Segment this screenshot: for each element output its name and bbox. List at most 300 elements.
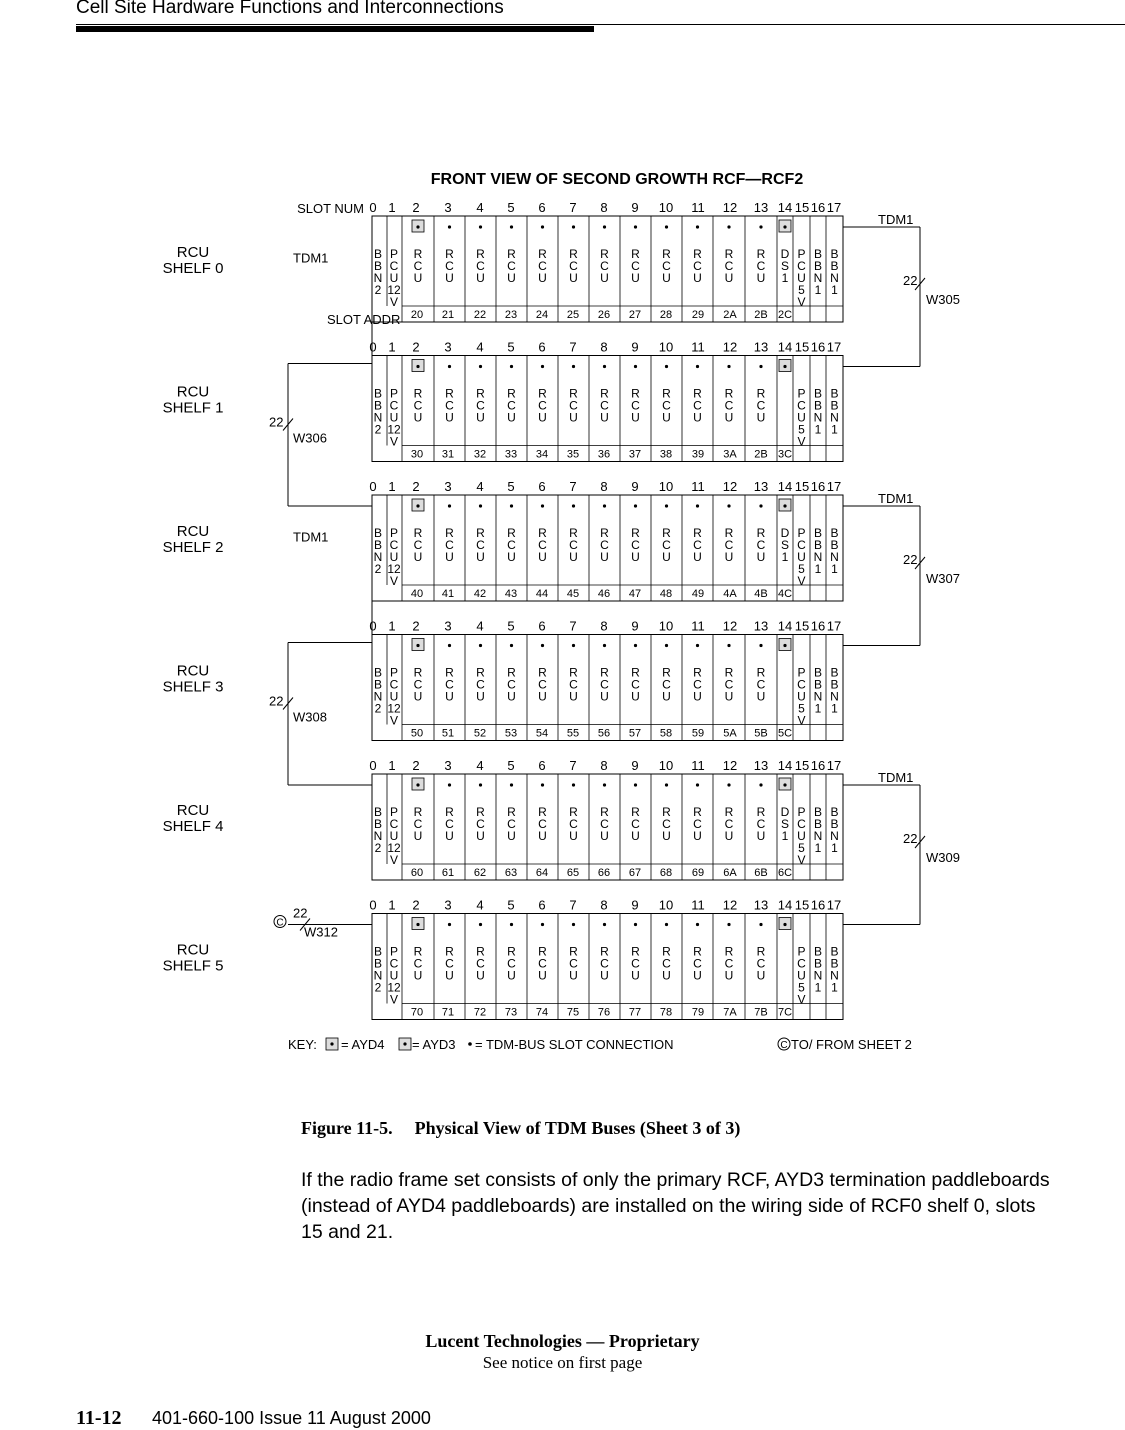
rcu-slot-label: R xyxy=(756,805,766,819)
slot-address-42: 42 xyxy=(473,588,487,600)
shelf-label: RCU xyxy=(176,802,210,819)
tdm-bus-dot xyxy=(416,783,419,786)
rcu-slot-label: C xyxy=(538,677,547,692)
rcu-slot-label: U xyxy=(631,550,640,564)
tdm-bus-dot xyxy=(448,504,451,507)
slot-number-14: 14 xyxy=(777,618,793,634)
rcu-slot-label: U xyxy=(476,271,485,285)
rcu-slot-label: R xyxy=(538,665,547,680)
slot-address-45: 45 xyxy=(566,588,580,600)
rcu-slot-label: U xyxy=(538,410,547,425)
slot-address-79: 79 xyxy=(691,1006,705,1019)
slot-number-9: 9 xyxy=(631,758,639,773)
rcu-slot-label: C xyxy=(756,677,766,692)
tdm-bus-dot xyxy=(665,644,668,647)
tdm-bus-dot xyxy=(479,783,482,786)
slot-address-6C: 6C xyxy=(777,867,793,879)
tdm-bus-dot xyxy=(783,644,786,647)
slot-number-10: 10 xyxy=(658,339,674,355)
rcu-slot-label: R xyxy=(631,526,640,540)
rcu-slot-label: U xyxy=(413,410,423,425)
rcu-slot-label: U xyxy=(724,410,734,425)
cable-label-W305: W305 xyxy=(926,292,960,307)
slot-number-12: 12 xyxy=(722,618,738,634)
bbn1-slot-label: B xyxy=(830,956,839,971)
rcu-slot-label: C xyxy=(631,956,640,971)
rcu-slot-label: R xyxy=(662,665,671,680)
bbn1-slot-label: N xyxy=(813,410,823,425)
rcu-slot-label: C xyxy=(413,817,423,831)
rcu-slot-label: R xyxy=(631,247,640,261)
pcu-5v-label: C xyxy=(797,538,806,552)
rcu-slot-label: C xyxy=(445,817,454,831)
bbn1-slot-label: B xyxy=(830,944,839,959)
slot-number-8: 8 xyxy=(600,339,608,355)
rcu-slot-label: C xyxy=(600,538,609,552)
bbn2-slot-label: B xyxy=(373,944,383,959)
shelf-label: SHELF 4 xyxy=(162,818,224,835)
rcu-slot-label: C xyxy=(662,956,671,971)
slot-number-17: 17 xyxy=(826,200,842,215)
key-tdm-text: = TDM-BUS SLOT CONNECTION xyxy=(475,1037,674,1052)
slot-number-6: 6 xyxy=(538,618,546,634)
bbn1-slot-label: N xyxy=(830,829,839,843)
tdm-bus-dot xyxy=(759,644,762,647)
rcu-slot-label: R xyxy=(724,386,734,401)
slot-number-7: 7 xyxy=(569,200,577,215)
tdm-bus-dot xyxy=(603,783,606,786)
slot-number-10: 10 xyxy=(658,897,674,913)
bbn2-slot-label: B xyxy=(373,386,383,401)
rcu-slot-label: C xyxy=(476,817,485,831)
bbn1-slot-label: 1 xyxy=(814,701,822,716)
slot-number-10: 10 xyxy=(658,479,674,494)
pcu-5v-label: P xyxy=(797,526,806,540)
tdm-bus-dot xyxy=(479,504,482,507)
slot-address-5C: 5C xyxy=(777,727,793,740)
bbn1-slot-label: N xyxy=(813,550,823,564)
slot-number-1: 1 xyxy=(388,897,396,913)
cable-label-W306: W306 xyxy=(293,430,327,446)
bbn1-slot-label: B xyxy=(813,805,823,819)
slot-number-14: 14 xyxy=(777,339,793,355)
slot-number-0: 0 xyxy=(369,339,377,355)
rcu-slot-label: C xyxy=(724,677,734,692)
tdm-bus-dot xyxy=(572,365,575,368)
rcu-slot-label: U xyxy=(507,410,516,425)
slot-number-4: 4 xyxy=(476,200,484,215)
body-paragraph: If the radio frame set consists of only the primary RCF, AYD3 termination paddleboards (instead of AYD4 paddleboards) are installed on the wiring side of RCF0 shelf 0, slots 15 and 21. xyxy=(301,1169,1050,1243)
shelf-label: RCU xyxy=(176,244,210,261)
slot-number-17: 17 xyxy=(826,479,842,494)
slot-number-4: 4 xyxy=(476,897,484,913)
tdm-bus-dot xyxy=(727,644,730,647)
bbn2-slot-label: N xyxy=(373,410,383,425)
rcu-slot-label: R xyxy=(413,944,423,959)
slot-address-38: 38 xyxy=(659,448,673,461)
rcu-slot-label: U xyxy=(445,689,454,704)
slot-address-44: 44 xyxy=(535,588,549,600)
rcu-slot-label: R xyxy=(413,805,423,819)
key-label: KEY: xyxy=(288,1037,317,1052)
slot-number-4: 4 xyxy=(476,758,484,773)
slot-address-4C: 4C xyxy=(777,588,793,600)
tdm-bus-dot xyxy=(634,923,637,926)
pcu-5v-label: 5 xyxy=(798,422,805,437)
slot-number-9: 9 xyxy=(631,618,639,634)
bbn1-slot-label: B xyxy=(830,538,839,552)
slot-number-5: 5 xyxy=(507,339,515,355)
tdm-bus-dot xyxy=(416,504,419,507)
rcu-slot-label: R xyxy=(724,526,734,540)
cable-label-W312: W312 xyxy=(304,924,338,940)
rcu-slot-label: C xyxy=(569,956,578,971)
tdm-bus-dot xyxy=(727,504,730,507)
slot-number-13: 13 xyxy=(753,758,769,773)
slot-number-6: 6 xyxy=(538,479,546,494)
slot-number-15: 15 xyxy=(794,897,810,913)
slot-address-41: 41 xyxy=(441,588,455,600)
bbn2-slot-label: B xyxy=(373,526,383,540)
tdm-bus-dot xyxy=(759,783,762,786)
key-ayd3-dot xyxy=(403,1042,406,1045)
off-sheet-connector-letter: C xyxy=(276,917,284,929)
slot-number-11: 11 xyxy=(691,618,705,634)
tdm-bus-dot xyxy=(696,225,699,228)
bbn1-slot-label: N xyxy=(830,271,839,285)
rcu-slot-label: U xyxy=(569,550,578,564)
rcu-slot-label: U xyxy=(538,968,547,983)
slot-address-58: 58 xyxy=(659,727,673,740)
slot-address-75: 75 xyxy=(566,1006,580,1019)
rcu-slot-label: R xyxy=(569,805,578,819)
bbn1-slot-label: N xyxy=(813,968,823,983)
shelf-label: SHELF 1 xyxy=(162,399,224,417)
slot-number-15: 15 xyxy=(794,618,810,634)
footer-notice: See notice on first page xyxy=(482,1353,643,1372)
tdm-bus-dot xyxy=(448,365,451,368)
slot-number-13: 13 xyxy=(753,200,769,215)
slot-address-5B: 5B xyxy=(754,727,768,740)
rcu-slot-label: R xyxy=(756,386,766,401)
rcu-slot-label: C xyxy=(693,817,702,831)
slot-number-15: 15 xyxy=(794,339,810,355)
key-ayd4-dot xyxy=(330,1042,333,1045)
bbn2-slot-label: 2 xyxy=(374,980,382,995)
key-ayd3-text: = AYD3 xyxy=(412,1037,456,1052)
rcu-slot-label: U xyxy=(662,550,671,564)
slot-address-56: 56 xyxy=(597,727,611,740)
pcu-slot-label: C xyxy=(389,259,399,273)
rcu-slot-label: U xyxy=(413,968,423,983)
slot-address-76: 76 xyxy=(597,1006,611,1019)
slot-number-14: 14 xyxy=(777,897,793,913)
pcu-12v-label: V xyxy=(389,713,399,728)
rcu-slot-label: U xyxy=(476,550,485,564)
slot-number-6: 6 xyxy=(538,200,546,215)
rcu-slot-label: R xyxy=(413,665,423,680)
tdm-bus-dot xyxy=(783,783,786,786)
tdm-bus-dot xyxy=(665,365,668,368)
pcu-5v-label: C xyxy=(797,259,806,273)
slot-address-7C: 7C xyxy=(777,1006,793,1019)
rcu-slot-label: U xyxy=(476,410,485,425)
rcu-slot-label: R xyxy=(445,247,454,261)
pcu-slot-label: P xyxy=(389,386,399,401)
bbn2-slot-label: 2 xyxy=(374,701,382,716)
slot-address-25: 25 xyxy=(566,309,580,321)
running-header: Cell Site Hardware Functions and Interconnections xyxy=(76,0,504,18)
bbn1-slot-label: B xyxy=(830,526,839,540)
pcu-slot-label: C xyxy=(389,398,399,413)
tdm-bus-dot xyxy=(510,644,513,647)
rcu-slot-label: C xyxy=(507,398,516,413)
slot-number-11: 11 xyxy=(691,479,705,494)
bbn1-slot-label: B xyxy=(830,247,839,261)
bbn1-slot-label: 1 xyxy=(814,841,822,855)
rcu-slot-label: R xyxy=(538,944,547,959)
slot-address-39: 39 xyxy=(691,448,705,461)
rcu-slot-label: C xyxy=(413,259,423,273)
rcu-slot-label: C xyxy=(476,538,485,552)
slot-address-73: 73 xyxy=(504,1006,518,1019)
tdm-bus-dot xyxy=(541,644,544,647)
bbn2-slot-label: 2 xyxy=(374,283,382,297)
shelf-5 xyxy=(163,898,843,1020)
rcu-slot-label: R xyxy=(538,526,547,540)
bbn2-slot-label: B xyxy=(373,677,383,692)
rcu-slot-label: R xyxy=(756,247,766,261)
rcu-slot-label: U xyxy=(693,410,702,425)
rcu-slot-label: R xyxy=(600,386,609,401)
bbn1-slot-label: 1 xyxy=(831,701,838,716)
rcu-slot-label: C xyxy=(756,817,766,831)
slot-address-34: 34 xyxy=(535,448,549,461)
slot-number-3: 3 xyxy=(444,200,452,215)
tdm-bus-dot xyxy=(696,923,699,926)
bbn1-slot-label: B xyxy=(813,259,823,273)
tdm-bus-dot xyxy=(572,225,575,228)
slot-number-12: 12 xyxy=(722,758,738,773)
rcu-slot-label: C xyxy=(445,956,454,971)
slot-address-64: 64 xyxy=(535,867,549,879)
tdm-bus-dot xyxy=(634,225,637,228)
pcu-12v-label: 12 xyxy=(387,422,401,437)
slot-address-47: 47 xyxy=(628,588,642,600)
cable-label-W309: W309 xyxy=(926,850,960,865)
rcu-slot-label: C xyxy=(476,259,485,273)
tdm-bus-dot xyxy=(727,225,730,228)
page-number: 11-12 xyxy=(76,1407,122,1429)
tdm-bus-dot xyxy=(665,504,668,507)
pcu-12v-label: V xyxy=(389,434,399,449)
rcu-slot-label: R xyxy=(569,944,578,959)
key-connector-text: TO/ FROM SHEET 2 xyxy=(791,1037,912,1052)
tdm-bus-dot xyxy=(416,365,419,368)
rcu-slot-label: R xyxy=(569,386,578,401)
rcu-slot-label: R xyxy=(445,386,454,401)
rcu-slot-label: C xyxy=(662,677,671,692)
cable-count: 22 xyxy=(293,905,308,921)
slot-address-62: 62 xyxy=(473,867,487,879)
slot-address-67: 67 xyxy=(628,867,642,879)
slot-number-16: 16 xyxy=(810,479,826,494)
rcu-slot-label: R xyxy=(600,247,609,261)
pcu-5v-label: U xyxy=(797,968,806,983)
rcu-slot-label: U xyxy=(600,550,609,564)
pcu-5v-label: U xyxy=(797,829,806,843)
shelf-label: SHELF 3 xyxy=(162,678,224,696)
rcu-slot-label: C xyxy=(756,956,766,971)
document-id: 401-660-100 Issue 11 August 2000 xyxy=(152,1408,431,1428)
shelf-0 xyxy=(163,200,843,322)
shelf-4 xyxy=(163,758,843,880)
shelf-label: SHELF 2 xyxy=(162,539,224,556)
rcu-slot-label: R xyxy=(538,247,547,261)
rcu-slot-label: R xyxy=(600,944,609,959)
rcu-slot-label: R xyxy=(693,665,702,680)
key-tdm-dot xyxy=(468,1042,472,1046)
slot-number-7: 7 xyxy=(569,618,577,634)
tdm-bus-dot xyxy=(572,783,575,786)
rcu-slot-label: C xyxy=(631,538,640,552)
rcu-slot-label: R xyxy=(507,386,516,401)
slot-address-77: 77 xyxy=(628,1006,642,1019)
rcu-slot-label: C xyxy=(538,538,547,552)
rcu-slot-label: C xyxy=(476,677,485,692)
pcu-slot-label: P xyxy=(389,526,399,540)
ds1-slot-label: D xyxy=(780,526,790,540)
rcu-slot-label: U xyxy=(756,410,766,425)
rcu-slot-label: C xyxy=(569,538,578,552)
rcu-slot-label: R xyxy=(507,526,516,540)
slot-address-60: 60 xyxy=(410,867,424,879)
bbn1-slot-label: B xyxy=(830,665,839,680)
pcu-5v-label: 5 xyxy=(798,980,805,995)
rcu-slot-label: C xyxy=(569,817,578,831)
rcu-slot-label: C xyxy=(631,817,640,831)
slot-address-53: 53 xyxy=(504,727,518,740)
bbn1-slot-label: B xyxy=(813,944,823,959)
tdm-bus-dot xyxy=(759,504,762,507)
pcu-5v-label: C xyxy=(797,677,806,692)
figure-caption-text: Physical View of TDM Buses (Sheet 3 of 3) xyxy=(414,1118,741,1138)
rcu-slot-label: U xyxy=(507,689,516,704)
pcu-12v-label: 12 xyxy=(387,701,401,716)
shelf-3 xyxy=(163,619,843,741)
slot-address-43: 43 xyxy=(504,588,518,600)
slot-number-3: 3 xyxy=(444,339,452,355)
pcu-12v-label: 12 xyxy=(387,980,401,995)
rcu-slot-label: C xyxy=(724,817,734,831)
rcu-slot-label: R xyxy=(662,526,671,540)
rcu-slot-label: C xyxy=(538,259,547,273)
rcu-slot-label: R xyxy=(724,944,734,959)
pcu-5v-label: V xyxy=(797,992,806,1007)
slot-number-4: 4 xyxy=(476,618,484,634)
slot-address-49: 49 xyxy=(691,588,705,600)
rcu-slot-label: U xyxy=(476,689,485,704)
rcu-slot-label: R xyxy=(662,944,671,959)
rcu-slot-label: R xyxy=(507,247,516,261)
slot-number-11: 11 xyxy=(691,339,705,355)
tdm-bus-dot xyxy=(510,783,513,786)
bbn1-slot-label: B xyxy=(813,526,823,540)
slot-number-15: 15 xyxy=(794,200,810,215)
rcu-slot-label: U xyxy=(569,689,578,704)
rcu-slot-label: U xyxy=(662,410,671,425)
footer-company: Lucent Technologies — Proprietary xyxy=(425,1331,700,1351)
shelf-label: RCU xyxy=(176,662,210,680)
rcu-slot-label: R xyxy=(538,805,547,819)
slot-number-0: 0 xyxy=(369,618,377,634)
bbn1-slot-label: B xyxy=(813,817,823,831)
slot-number-2: 2 xyxy=(412,897,420,913)
rcu-slot-label: R xyxy=(662,247,671,261)
pcu-5v-label: P xyxy=(797,665,806,680)
slot-address-71: 71 xyxy=(441,1006,455,1019)
rcu-slot-label: C xyxy=(600,817,609,831)
rcu-slot-label: U xyxy=(569,968,578,983)
bbn1-slot-label: B xyxy=(830,817,839,831)
slot-address-52: 52 xyxy=(473,727,487,740)
rcu-slot-label: R xyxy=(693,247,702,261)
slot-address-51: 51 xyxy=(441,727,455,740)
rcu-slot-label: U xyxy=(538,689,547,704)
slot-number-16: 16 xyxy=(810,200,826,215)
pcu-5v-label: P xyxy=(797,944,806,959)
slot-number-5: 5 xyxy=(507,758,515,773)
rcu-slot-label: U xyxy=(445,968,454,983)
rcu-slot-label: C xyxy=(507,956,516,971)
tdm-bus-dot xyxy=(696,504,699,507)
bbn1-slot-label: N xyxy=(830,689,839,704)
bbn2-slot-label: B xyxy=(373,538,383,552)
slot-address-26: 26 xyxy=(597,309,611,321)
slot-number-11: 11 xyxy=(691,758,705,773)
rcu-slot-label: U xyxy=(569,271,578,285)
cable-label-W307: W307 xyxy=(926,571,960,586)
rcu-slot-label: R xyxy=(631,805,640,819)
bbn2-slot-label: B xyxy=(373,817,383,831)
rcu-slot-label: R xyxy=(413,247,423,261)
figure-title: FRONT VIEW OF SECOND GROWTH RCF—RCF2 xyxy=(430,171,804,188)
slot-address-2B: 2B xyxy=(754,309,768,321)
rcu-slot-label: C xyxy=(662,259,671,273)
slot-address-4A: 4A xyxy=(723,588,737,600)
rcu-slot-label: C xyxy=(413,398,423,413)
rcu-slot-label: C xyxy=(445,538,454,552)
pcu-5v-label: U xyxy=(797,689,806,704)
slot-number-14: 14 xyxy=(777,758,793,773)
rcu-slot-label: R xyxy=(693,386,702,401)
tdm-bus-dot xyxy=(634,504,637,507)
rcu-slot-label: C xyxy=(507,538,516,552)
tdm-bus-dot xyxy=(541,365,544,368)
rcu-slot-label: C xyxy=(476,398,485,413)
pcu-5v-label: C xyxy=(797,956,806,971)
bbn1-slot-label: B xyxy=(830,805,839,819)
rcu-slot-label: U xyxy=(600,689,609,704)
tdm-bus-dot xyxy=(572,504,575,507)
rcu-slot-label: U xyxy=(756,271,766,285)
rcu-slot-label: U xyxy=(413,550,423,564)
rcu-slot-label: C xyxy=(631,398,640,413)
ds1-slot-label: D xyxy=(780,247,790,261)
slot-number-0: 0 xyxy=(369,897,377,913)
tdm1-label: TDM1 xyxy=(293,250,329,266)
rcu-slot-label: C xyxy=(724,538,734,552)
